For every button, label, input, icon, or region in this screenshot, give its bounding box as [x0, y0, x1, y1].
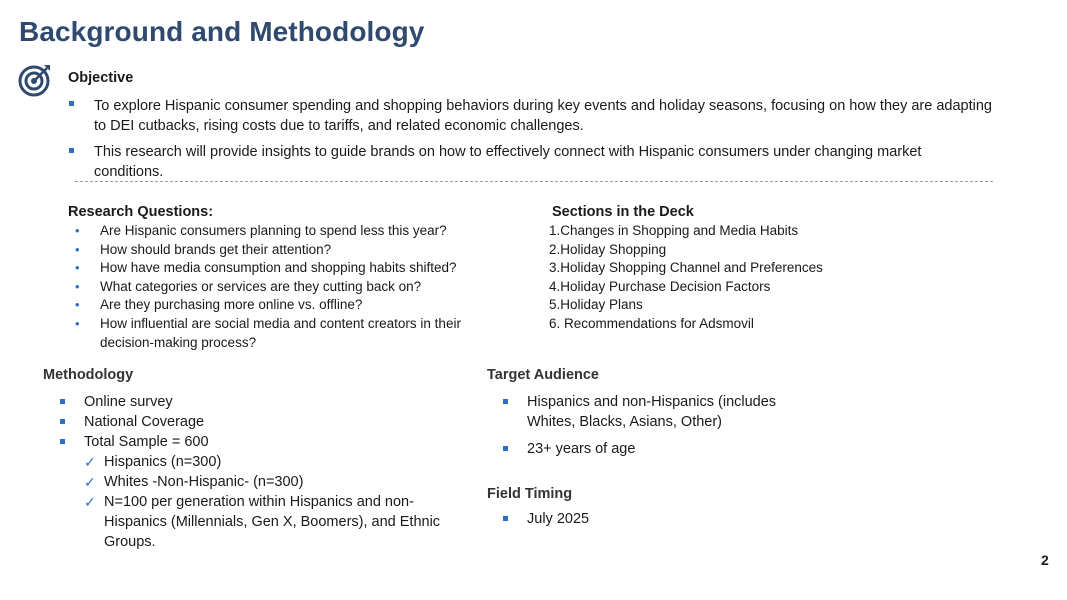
target-audience-list: [503, 392, 823, 459]
section-item: 2.Holiday Shopping: [549, 241, 667, 257]
sub-list-item: ✓ N=100 per generation within Hispanics and non-Hispanics (Millennials, Gen X, Boomers), and Ethnic Groups.: [84, 494, 441, 550]
bullet-dot-icon: •: [75, 260, 80, 276]
sub-list-item: ✓ Whites -Non-Hispanic- (n=300): [84, 474, 304, 490]
target-icon: [17, 62, 53, 98]
square-bullet-icon: [69, 101, 74, 106]
square-bullet-icon: [60, 439, 65, 444]
page-number: 2: [1041, 552, 1049, 568]
checkmark-icon: ✓: [84, 474, 96, 490]
sections-list: [549, 222, 823, 334]
list-item: Hispanics and non-Hispanics (includes Whites, Blacks, Asians, Other): [503, 392, 823, 432]
section-item: 4.Holiday Purchase Decision Factors: [549, 278, 771, 294]
list-item: Total Sample = 600: [60, 432, 460, 452]
square-bullet-icon: [503, 516, 508, 521]
methodology-heading: Methodology: [43, 367, 134, 383]
sub-list-item: ✓ Hispanics (n=300): [84, 454, 222, 470]
list-item: • What categories or services are they cutting back on?: [75, 278, 505, 297]
list-item: • How should brands get their attention?: [75, 241, 505, 260]
square-bullet-icon: [60, 399, 65, 404]
list-item: • Are they purchasing more online vs. offline?: [75, 296, 505, 315]
section-item: 5.Holiday Plans: [549, 297, 643, 313]
section-item: 1.Changes in Shopping and Media Habits: [549, 223, 799, 238]
bullet-dot-icon: •: [75, 223, 80, 238]
methodology-list: [60, 392, 460, 552]
list-item: National Coverage: [60, 412, 460, 432]
objective-heading: Objective: [68, 70, 134, 86]
list-item: • How influential are social media and content creators in their decision-making process?: [75, 315, 461, 350]
page-title: Background and Methodology: [19, 16, 425, 47]
research-questions-heading: Research Questions:: [68, 204, 214, 220]
bullet-dot-icon: •: [75, 278, 80, 294]
square-bullet-icon: [503, 446, 508, 451]
target-audience-heading: Target Audience: [487, 367, 599, 383]
checkmark-icon: ✓: [84, 494, 96, 510]
field-timing-list: [503, 509, 703, 529]
section-item: 3.Holiday Shopping Channel and Preferences: [549, 260, 823, 276]
field-timing-heading: Field Timing: [487, 486, 573, 502]
list-item: Online survey: [60, 392, 460, 412]
objective-point: This research will provide insights to guide brands on how to effectively connect with Hispanic consumers under changing market conditions.: [94, 144, 922, 180]
sections-heading: Sections in the Deck: [552, 204, 694, 220]
list-item: • How have media consumption and shopping habits shifted?: [75, 259, 505, 278]
square-bullet-icon: [69, 148, 74, 153]
list-item: • Are Hispanic consumers planning to spend less this year?: [75, 222, 505, 241]
section-item: 6. Recommendations for Adsmovil: [549, 315, 754, 331]
bullet-dot-icon: •: [75, 297, 80, 313]
section-divider: [75, 181, 993, 182]
square-bullet-icon: [503, 399, 508, 404]
bullet-dot-icon: •: [75, 315, 80, 331]
list-item: 23+ years of age: [503, 439, 823, 459]
research-questions-list: [75, 222, 505, 352]
objective-point: To explore Hispanic consumer spending and shopping behaviors during key events and holiday seasons, focusing on how they are adapting to DEI cutbacks, rising costs due to tariffs, and related economic challenges.: [94, 98, 992, 134]
bullet-dot-icon: •: [75, 241, 80, 257]
checkmark-icon: ✓: [84, 454, 96, 470]
square-bullet-icon: [60, 419, 65, 424]
list-item: July 2025: [503, 509, 703, 529]
